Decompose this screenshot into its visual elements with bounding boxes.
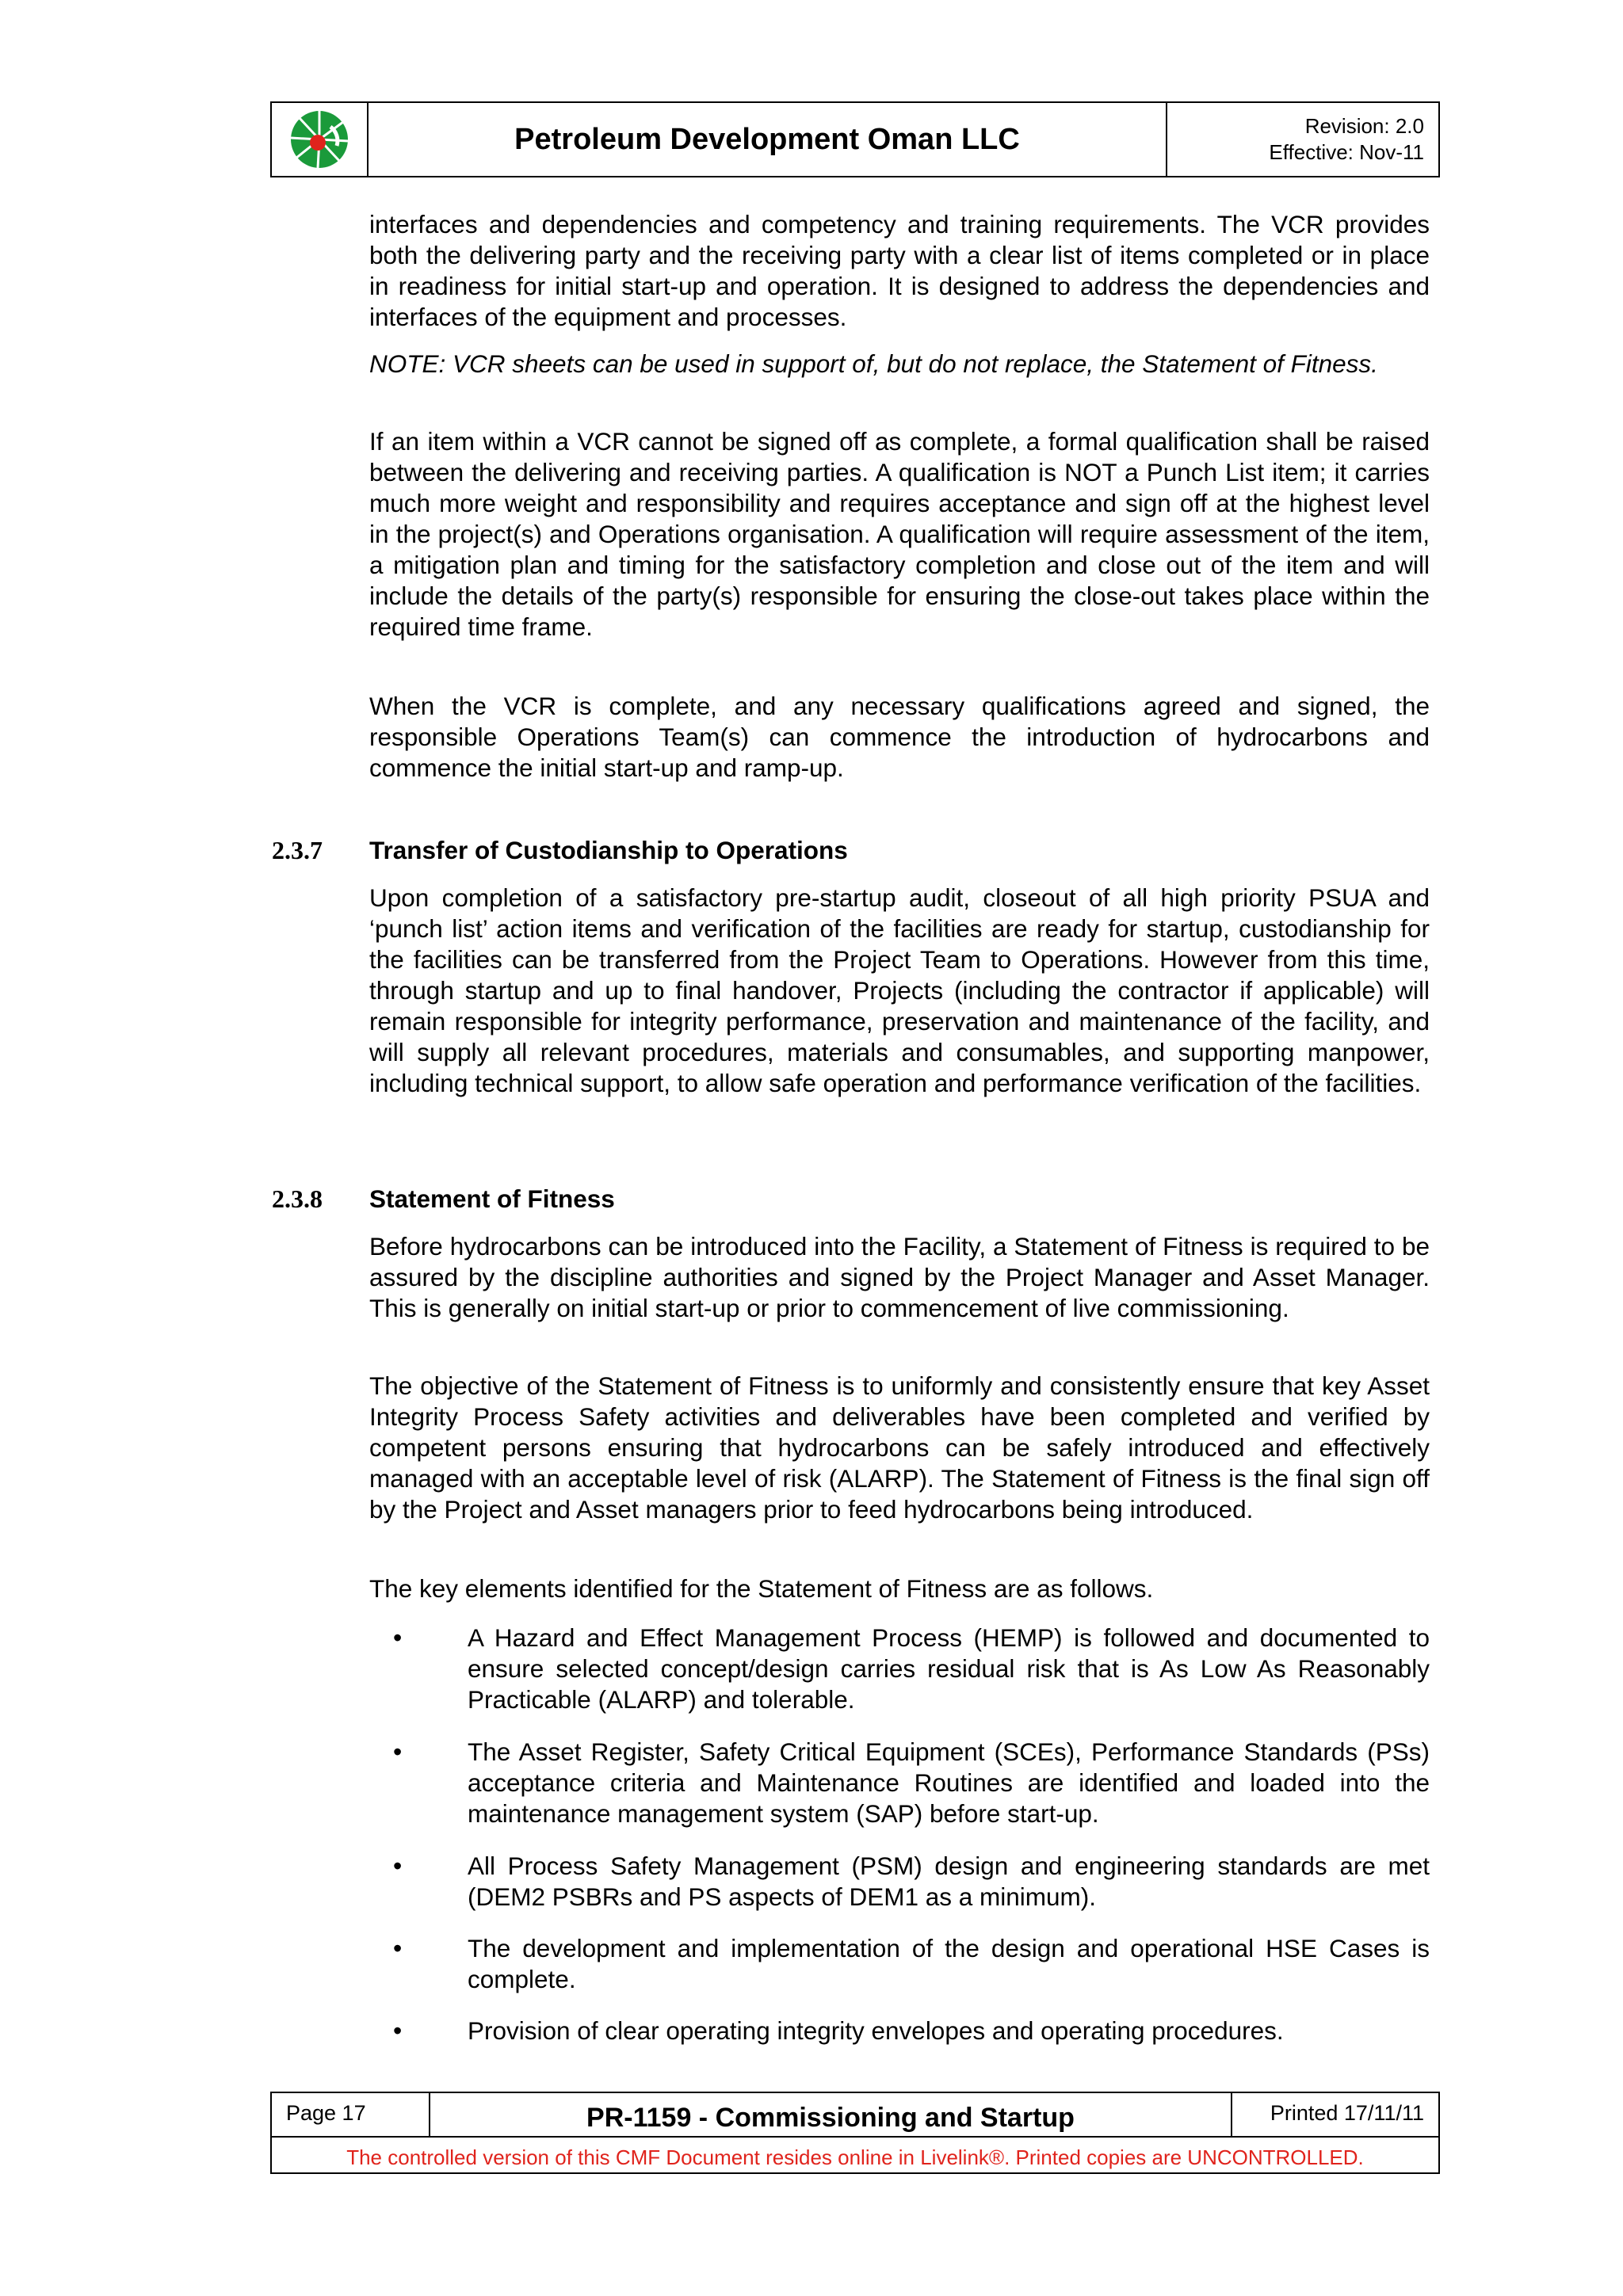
document-title: PR-1159 - Commissioning and Startup [430, 2093, 1232, 2136]
intro-paragraph-1: interfaces and dependencies and competency and training requirements. The VCR provides both the delivering party and the receiving party with a clear list of items completed or in place in readiness for initial start-up and operation. It is designed to address the dependencies and interfaces of the equipment and processes. [369, 210, 1430, 331]
uncontrolled-notice: The controlled version of this CMF Document resides online in Livelink®. Printed copies are UNCONTROLLED. [346, 2145, 1364, 2169]
section-237-paragraph: Upon completion of a satisfactory pre-startup audit, closeout of all high priority PSUA and ‘punch list’ action items and verification of the facilities are ready for startup, custodianship for the facilities can be transferred from the Project Team to Operations. However from this time, through startup and up to final handover, Projects (including the contractor if applicable) will remain responsible for integrity performance, preservation and maintenance of the facility, and will supply all relevant procedures, materials and consumables, and supporting manpower, including technical support, to allow safe operation and performance verification of the facilities. [369, 883, 1430, 1097]
section-heading: Statement of Fitness [369, 1184, 615, 1213]
bullet-icon: • [393, 2016, 403, 2045]
page-header [270, 101, 1440, 177]
bullet-icon: • [393, 1623, 403, 1652]
effective-label: Effective: Nov-11 [1269, 140, 1424, 164]
intro-paragraph-2: If an item within a VCR cannot be signed off as complete, a formal qualification shall be raised between the delivering and receiving parties. A qualification is NOT a Punch List item; it carries much more weight and responsibility and requires acceptance and sign off at the highest level in the project(s) and Operations organisation. A qualification will require assessment of the item, a mitigation plan and timing for the satisfactory completion and close out of the item and will include the details of the party(s) responsible for ensuring the close-out takes place within the required time frame. [369, 427, 1430, 641]
printed-date: Printed 17/11/11 [1270, 2101, 1424, 2125]
footer-row [272, 2093, 1438, 2138]
intro-paragraph-3: When the VCR is complete, and any necessary qualifications agreed and signed, the responsible Operations Team(s) can commence the introduction of hydrocarbons and commence the initial start-up and ramp-up. [369, 692, 1430, 782]
list-item: The Asset Register, Safety Critical Equipment (SCEs), Performance Standards (PSs) acceptance criteria and Maintenance Routines are identified and loaded into the maintenance management system (SAP) before start-up. [468, 1737, 1430, 1828]
section-heading: Transfer of Custodianship to Operations [369, 836, 848, 864]
section-238-paragraph-1: Before hydrocarbons can be introduced into the Facility, a Statement of Fitness is required to be assured by the discipline authorities and signed by the Project Manager and Asset Manager. This is generally on initial start-up or prior to commencement of live commissioning. [369, 1232, 1430, 1322]
section-number: 2.3.8 [272, 1184, 323, 1213]
section-238-paragraph-3: The key elements identified for the Statement of Fitness are as follows. [369, 1574, 1154, 1603]
list-item: Provision of clear operating integrity envelopes and operating procedures. [468, 2016, 1284, 2045]
bullet-icon: • [393, 1934, 403, 1962]
bullet-icon: • [393, 1737, 403, 1766]
page-number: Page 17 [272, 2093, 430, 2136]
list-item: All Process Safety Management (PSM) design and engineering standards are met (DEM2 PSBRs and PS aspects of DEM1 as a minimum). [468, 1852, 1430, 1911]
company-name: Petroleum Development Oman LLC [369, 103, 1167, 176]
revision-block [1167, 103, 1438, 176]
section-238-paragraph-2: The objective of the Statement of Fitness is to uniformly and consistently ensure that key Asset Integrity Process Safety activities and deliverables have been completed and verified by competent persons ensuring that hydrocarbons can be safely introduced and effectively managed with an acceptable level of risk (ALARP). The Statement of Fitness is the final sign off by the Project and Asset managers prior to feed hydrocarbons being introduced. [369, 1371, 1430, 1524]
pdo-shell-logo-icon [288, 108, 351, 171]
bullet-icon: • [393, 1852, 403, 1880]
revision-label: Revision: 2.0 [1304, 114, 1424, 138]
list-item: The development and implementation of the design and operational HSE Cases is complete. [468, 1934, 1430, 1993]
page-footer [270, 2092, 1440, 2174]
list-item: A Hazard and Effect Management Process (HEMP) is followed and documented to ensure selected concept/design carries residual risk that is As Low As Reasonably Practicable (ALARP) and tolerable. [468, 1623, 1430, 1714]
logo-cell [272, 103, 369, 176]
section-number: 2.3.7 [272, 836, 323, 864]
intro-note: NOTE: VCR sheets can be used in support of, but do not replace, the Statement of Fitness. [369, 349, 1378, 378]
